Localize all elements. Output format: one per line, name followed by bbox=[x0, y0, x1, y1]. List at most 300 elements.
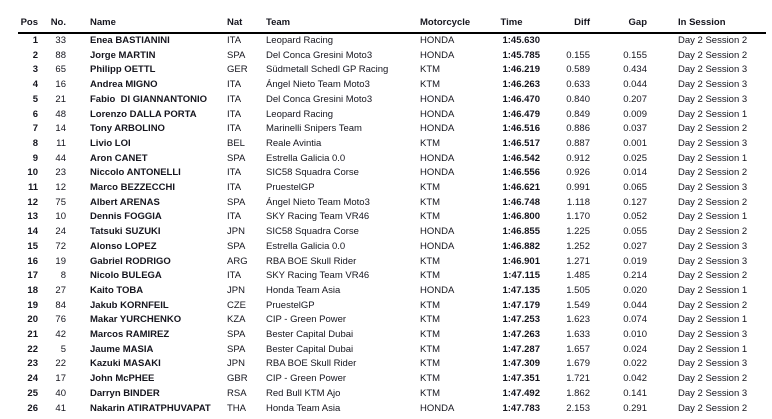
cell-in-session: Day 2 Session 1 bbox=[678, 343, 748, 355]
cell-position: 21 bbox=[27, 329, 38, 341]
cell-nationality: ITA bbox=[227, 123, 242, 135]
cell-time: 1:46.556 bbox=[502, 167, 540, 179]
cell-rider-name: Aron CANET bbox=[90, 152, 148, 164]
column-header-gap: Gap bbox=[602, 12, 659, 33]
cell-number: 19 bbox=[55, 255, 66, 267]
cell-nationality: JPN bbox=[227, 226, 245, 238]
cell-number: 65 bbox=[55, 64, 66, 76]
cell-gap: 0.065 bbox=[623, 182, 647, 194]
cell-team: PruestelGP bbox=[266, 182, 315, 194]
cell-diff: 1.721 bbox=[566, 373, 590, 385]
cell-diff: 0.849 bbox=[566, 108, 590, 120]
table-row bbox=[18, 137, 766, 152]
cell-gap: 0.010 bbox=[623, 329, 647, 341]
cell-in-session: Day 2 Session 3 bbox=[678, 64, 748, 76]
cell-gap: 0.009 bbox=[623, 108, 647, 120]
cell-in-session: Day 2 Session 3 bbox=[678, 182, 748, 194]
column-header-nat: Nat bbox=[227, 12, 266, 33]
results-table bbox=[18, 12, 766, 416]
cell-time: 1:46.901 bbox=[502, 255, 540, 267]
cell-gap: 0.022 bbox=[623, 358, 647, 370]
cell-diff: 1.657 bbox=[566, 343, 590, 355]
cell-number: 84 bbox=[55, 299, 66, 311]
cell-time: 1:47.287 bbox=[502, 343, 540, 355]
cell-team: Honda Team Asia bbox=[266, 402, 341, 414]
cell-number: 27 bbox=[55, 284, 66, 296]
table-row bbox=[18, 299, 766, 314]
cell-diff: 1.862 bbox=[566, 387, 590, 399]
cell-diff: 1.633 bbox=[566, 329, 590, 341]
cell-gap: 0.020 bbox=[623, 284, 647, 296]
cell-motorcycle: HONDA bbox=[420, 226, 455, 238]
cell-diff: 0.912 bbox=[566, 152, 590, 164]
cell-nationality: JPN bbox=[227, 358, 245, 370]
cell-nationality: RSA bbox=[227, 387, 247, 399]
cell-nationality: ITA bbox=[227, 108, 242, 120]
cell-position: 22 bbox=[27, 343, 38, 355]
cell-team: Leopard Racing bbox=[266, 35, 334, 46]
table-row bbox=[18, 240, 766, 255]
cell-diff bbox=[545, 33, 602, 49]
cell-position: 17 bbox=[27, 270, 38, 282]
cell-nationality: BEL bbox=[227, 137, 245, 149]
cell-motorcycle: HONDA bbox=[420, 152, 455, 164]
table-row bbox=[18, 49, 766, 64]
column-header-team: Team bbox=[266, 12, 420, 33]
cell-number: 5 bbox=[60, 343, 66, 355]
column-header-time: Time bbox=[478, 12, 545, 33]
cell-in-session: Day 2 Session 3 bbox=[678, 387, 748, 399]
cell-diff: 0.589 bbox=[566, 64, 590, 76]
cell-in-session: Day 2 Session 2 bbox=[678, 49, 748, 61]
cell-time: 1:47.492 bbox=[502, 387, 540, 399]
cell-time: 1:46.479 bbox=[502, 108, 540, 120]
cell-time: 1:45.785 bbox=[502, 49, 540, 61]
cell-in-session: Day 2 Session 2 bbox=[678, 402, 748, 414]
cell-number: 88 bbox=[55, 49, 66, 61]
cell-rider-name: Jaume MASIA bbox=[90, 343, 154, 355]
cell-team: Estrella Galicia 0.0 bbox=[266, 240, 346, 252]
cell-motorcycle: KTM bbox=[420, 255, 441, 267]
table-row bbox=[18, 196, 766, 211]
cell-gap: 0.014 bbox=[623, 167, 647, 179]
cell-diff: 1.118 bbox=[566, 196, 590, 208]
cell-in-session: Day 2 Session 3 bbox=[678, 358, 748, 370]
table-row bbox=[18, 357, 766, 372]
cell-time: 1:46.621 bbox=[502, 182, 540, 194]
cell-gap: 0.141 bbox=[623, 387, 647, 399]
cell-rider-name: Marcos RAMIREZ bbox=[90, 329, 170, 341]
cell-time: 1:46.219 bbox=[502, 64, 540, 76]
cell-in-session: Day 2 Session 2 bbox=[678, 299, 748, 311]
cell-gap: 0.001 bbox=[623, 137, 647, 149]
cell-in-session: Day 2 Session 1 bbox=[678, 108, 748, 120]
cell-team: Estrella Galicia 0.0 bbox=[266, 152, 346, 164]
cell-gap: 0.055 bbox=[623, 226, 647, 238]
cell-nationality: GER bbox=[227, 64, 248, 76]
cell-position: 7 bbox=[32, 123, 38, 135]
table-row bbox=[18, 93, 766, 108]
cell-rider-name: Jorge MARTIN bbox=[90, 49, 156, 61]
cell-in-session: Day 2 Session 2 bbox=[678, 35, 748, 46]
cell-time: 1:46.800 bbox=[502, 211, 540, 223]
cell-team: Del Conca Gresini Moto3 bbox=[266, 49, 373, 61]
cell-position: 9 bbox=[32, 152, 38, 164]
cell-time: 1:46.882 bbox=[502, 240, 540, 252]
cell-rider-name: Tatsuki SUZUKI bbox=[90, 226, 161, 238]
cell-nationality: ITA bbox=[227, 93, 242, 105]
cell-number: 12 bbox=[55, 182, 66, 194]
cell-motorcycle: HONDA bbox=[420, 240, 455, 252]
cell-position: 14 bbox=[27, 226, 38, 238]
table-row bbox=[18, 152, 766, 167]
table-row bbox=[18, 210, 766, 225]
table-row bbox=[18, 225, 766, 240]
cell-position: 18 bbox=[27, 284, 38, 296]
cell-in-session: Day 2 Session 2 bbox=[678, 373, 748, 385]
cell-motorcycle: HONDA bbox=[420, 93, 455, 105]
cell-motorcycle: KTM bbox=[420, 299, 441, 311]
cell-position: 2 bbox=[32, 49, 38, 61]
cell-team: CIP - Green Power bbox=[266, 314, 347, 326]
cell-nationality: THA bbox=[227, 402, 246, 414]
cell-diff: 1.225 bbox=[566, 226, 590, 238]
cell-time: 1:47.351 bbox=[502, 373, 540, 385]
cell-team: Ángel Nieto Team Moto3 bbox=[266, 196, 370, 208]
cell-rider-name: Niccolo ANTONELLI bbox=[90, 167, 181, 179]
cell-number: 22 bbox=[55, 358, 66, 370]
cell-time: 1:46.516 bbox=[502, 123, 540, 135]
cell-time: 1:46.470 bbox=[502, 93, 540, 105]
cell-position: 20 bbox=[27, 314, 38, 326]
cell-rider-name: Makar YURCHENKO bbox=[90, 314, 182, 326]
cell-nationality: SPA bbox=[227, 196, 246, 208]
cell-motorcycle: KTM bbox=[420, 196, 441, 208]
cell-gap: 0.025 bbox=[623, 152, 647, 164]
cell-number: 11 bbox=[56, 137, 66, 149]
cell-number: 72 bbox=[55, 240, 66, 252]
cell-number: 44 bbox=[55, 152, 66, 164]
table-row bbox=[18, 122, 766, 137]
results-header bbox=[18, 12, 766, 33]
cell-motorcycle: KTM bbox=[420, 270, 441, 282]
cell-number: 75 bbox=[55, 196, 66, 208]
table-row bbox=[18, 343, 766, 358]
cell-in-session: Day 2 Session 2 bbox=[678, 226, 748, 238]
cell-team: SIC58 Squadra Corse bbox=[266, 167, 359, 179]
cell-motorcycle: KTM bbox=[420, 314, 441, 326]
cell-team: Marinelli Snipers Team bbox=[266, 123, 362, 135]
cell-gap: 0.127 bbox=[623, 196, 647, 208]
column-header-motorcycle: Motorcycle bbox=[420, 12, 478, 33]
cell-in-session: Day 2 Session 2 bbox=[678, 123, 748, 135]
cell-diff: 2.153 bbox=[566, 402, 590, 414]
cell-gap: 0.027 bbox=[623, 240, 647, 252]
table-row bbox=[18, 255, 766, 270]
cell-time: 1:47.783 bbox=[502, 402, 540, 414]
cell-team: Honda Team Asia bbox=[266, 284, 341, 296]
cell-rider-name: Tony ARBOLINO bbox=[90, 123, 165, 135]
cell-rider-name: Marco BEZZECCHI bbox=[90, 182, 175, 194]
cell-rider-name: Nicolo BULEGA bbox=[90, 270, 162, 282]
cell-rider-name: Alonso LOPEZ bbox=[90, 240, 157, 252]
table-row bbox=[18, 387, 766, 402]
cell-motorcycle: KTM bbox=[420, 64, 441, 76]
cell-time: 1:46.517 bbox=[502, 137, 540, 149]
cell-diff: 1.271 bbox=[566, 255, 590, 267]
cell-diff: 0.155 bbox=[566, 49, 590, 61]
cell-time: 1:46.263 bbox=[502, 79, 540, 91]
cell-rider-name: Enea BASTIANINI bbox=[90, 35, 170, 46]
cell-position: 1 bbox=[32, 35, 38, 46]
cell-team: RBA BOE Skull Rider bbox=[266, 358, 357, 370]
column-header-pos: Pos bbox=[18, 12, 42, 33]
cell-motorcycle: KTM bbox=[420, 387, 441, 399]
cell-time: 1:47.309 bbox=[502, 358, 540, 370]
cell-motorcycle: KTM bbox=[420, 329, 441, 341]
cell-rider-name: John McPHEE bbox=[90, 373, 155, 385]
cell-number: 42 bbox=[55, 329, 66, 341]
cell-position: 25 bbox=[27, 387, 38, 399]
cell-nationality: SPA bbox=[227, 329, 246, 341]
cell-motorcycle: HONDA bbox=[420, 284, 455, 296]
cell-in-session: Day 2 Session 3 bbox=[678, 255, 748, 267]
cell-diff: 0.991 bbox=[566, 182, 590, 194]
cell-position: 12 bbox=[27, 196, 38, 208]
column-header-number: No. bbox=[42, 12, 70, 33]
table-row bbox=[18, 63, 766, 78]
cell-position: 11 bbox=[27, 182, 38, 194]
cell-team: Ángel Nieto Team Moto3 bbox=[266, 79, 370, 91]
cell-time: 1:46.855 bbox=[502, 226, 540, 238]
cell-team: Leopard Racing bbox=[266, 108, 334, 120]
cell-position: 24 bbox=[27, 373, 38, 385]
cell-motorcycle: KTM bbox=[420, 137, 441, 149]
cell-team: SIC58 Squadra Corse bbox=[266, 226, 359, 238]
cell-motorcycle: HONDA bbox=[420, 108, 455, 120]
cell-gap: 0.291 bbox=[623, 402, 647, 414]
cell-nationality: ITA bbox=[227, 167, 242, 179]
cell-time: 1:47.253 bbox=[502, 314, 540, 326]
cell-team: Reale Avintia bbox=[266, 137, 322, 149]
table-row bbox=[18, 33, 766, 49]
column-header-in-session: In Session bbox=[659, 12, 766, 33]
cell-position: 23 bbox=[27, 358, 38, 370]
cell-team: SKY Racing Team VR46 bbox=[266, 270, 370, 282]
table-row bbox=[18, 108, 766, 123]
cell-team: Del Conca Gresini Moto3 bbox=[266, 93, 373, 105]
cell-nationality: SPA bbox=[227, 343, 246, 355]
cell-rider-name: Fabio DI GIANNANTONIO bbox=[90, 93, 207, 105]
cell-nationality: ITA bbox=[227, 211, 242, 223]
cell-gap: 0.044 bbox=[623, 299, 647, 311]
cell-nationality: ITA bbox=[227, 79, 242, 91]
cell-diff: 0.633 bbox=[566, 79, 590, 91]
cell-diff: 0.886 bbox=[566, 123, 590, 135]
cell-position: 4 bbox=[32, 79, 38, 91]
cell-number: 33 bbox=[55, 35, 66, 46]
cell-time: 1:47.179 bbox=[502, 299, 540, 311]
cell-diff: 1.549 bbox=[566, 299, 590, 311]
cell-position: 8 bbox=[32, 137, 38, 149]
cell-position: 19 bbox=[27, 299, 38, 311]
cell-motorcycle: KTM bbox=[420, 182, 441, 194]
column-header-name: Name bbox=[70, 12, 227, 33]
cell-nationality: ITA bbox=[227, 270, 242, 282]
cell-diff: 1.252 bbox=[566, 240, 590, 252]
cell-diff: 0.840 bbox=[566, 93, 590, 105]
table-row bbox=[18, 181, 766, 196]
cell-position: 26 bbox=[27, 402, 38, 414]
cell-number: 41 bbox=[55, 402, 66, 414]
cell-number: 24 bbox=[55, 226, 66, 238]
cell-gap: 0.019 bbox=[623, 255, 647, 267]
cell-position: 13 bbox=[27, 211, 38, 223]
cell-team: SKY Racing Team VR46 bbox=[266, 211, 370, 223]
cell-number: 14 bbox=[55, 123, 66, 135]
cell-motorcycle: KTM bbox=[420, 343, 441, 355]
cell-rider-name: Nakarin ATIRATPHUVAPAT bbox=[90, 402, 211, 414]
cell-position: 6 bbox=[32, 108, 38, 120]
cell-position: 16 bbox=[27, 255, 38, 267]
table-row bbox=[18, 166, 766, 181]
cell-in-session: Day 2 Session 3 bbox=[678, 93, 748, 105]
cell-time: 1:47.135 bbox=[502, 284, 540, 296]
cell-motorcycle: HONDA bbox=[420, 123, 455, 135]
cell-diff: 0.926 bbox=[566, 167, 590, 179]
cell-nationality: JPN bbox=[227, 284, 245, 296]
cell-nationality: SPA bbox=[227, 152, 246, 164]
cell-motorcycle: HONDA bbox=[420, 402, 455, 414]
cell-number: 48 bbox=[55, 108, 66, 120]
results-tbody bbox=[18, 33, 766, 416]
cell-in-session: Day 2 Session 2 bbox=[678, 270, 748, 282]
cell-rider-name: Andrea MIGNO bbox=[90, 79, 158, 91]
cell-gap: 0.155 bbox=[623, 49, 647, 61]
cell-nationality: SPA bbox=[227, 49, 246, 61]
table-row bbox=[18, 313, 766, 328]
column-header-diff: Diff bbox=[545, 12, 602, 33]
cell-diff: 1.679 bbox=[566, 358, 590, 370]
cell-nationality: GBR bbox=[227, 373, 248, 385]
cell-diff: 1.623 bbox=[566, 314, 590, 326]
table-row bbox=[18, 269, 766, 284]
cell-diff: 1.170 bbox=[566, 211, 590, 223]
cell-gap: 0.044 bbox=[623, 79, 647, 91]
cell-gap: 0.074 bbox=[623, 314, 647, 326]
cell-in-session: Day 2 Session 3 bbox=[678, 329, 748, 341]
cell-number: 17 bbox=[55, 373, 66, 385]
cell-nationality: KZA bbox=[227, 314, 246, 326]
cell-rider-name: Lorenzo DALLA PORTA bbox=[90, 108, 197, 120]
table-row bbox=[18, 284, 766, 299]
cell-in-session: Day 2 Session 2 bbox=[678, 196, 748, 208]
cell-motorcycle: HONDA bbox=[420, 35, 455, 46]
cell-team: PruestelGP bbox=[266, 299, 315, 311]
cell-motorcycle: HONDA bbox=[420, 167, 455, 179]
cell-team: Bester Capital Dubai bbox=[266, 343, 354, 355]
cell-diff: 1.485 bbox=[566, 270, 590, 282]
cell-time: 1:46.748 bbox=[502, 196, 540, 208]
cell-position: 15 bbox=[27, 240, 38, 252]
cell-team: RBA BOE Skull Rider bbox=[266, 255, 357, 267]
cell-rider-name: Darryn BINDER bbox=[90, 387, 160, 399]
cell-number: 10 bbox=[55, 211, 66, 223]
cell-gap: 0.024 bbox=[623, 343, 647, 355]
cell-in-session: Day 2 Session 3 bbox=[678, 137, 748, 149]
cell-number: 23 bbox=[55, 167, 66, 179]
cell-nationality: ITA bbox=[227, 182, 242, 194]
cell-nationality: ITA bbox=[227, 35, 242, 46]
cell-gap bbox=[602, 33, 659, 49]
cell-time: 1:45.630 bbox=[502, 35, 540, 46]
cell-rider-name: Kaito TOBA bbox=[90, 284, 144, 296]
cell-gap: 0.434 bbox=[623, 64, 647, 76]
cell-diff: 1.505 bbox=[566, 284, 590, 296]
cell-position: 3 bbox=[32, 64, 38, 76]
cell-number: 40 bbox=[55, 387, 66, 399]
cell-team: CIP - Green Power bbox=[266, 373, 347, 385]
cell-in-session: Day 2 Session 3 bbox=[678, 79, 748, 91]
cell-diff: 0.887 bbox=[566, 137, 590, 149]
cell-rider-name: Albert ARENAS bbox=[90, 196, 160, 208]
cell-number: 21 bbox=[55, 93, 66, 105]
cell-gap: 0.042 bbox=[623, 373, 647, 385]
cell-position: 10 bbox=[27, 167, 38, 179]
cell-rider-name: Dennis FOGGIA bbox=[90, 211, 162, 223]
cell-motorcycle: KTM bbox=[420, 211, 441, 223]
cell-in-session: Day 2 Session 1 bbox=[678, 284, 748, 296]
table-row bbox=[18, 402, 766, 417]
table-row bbox=[18, 78, 766, 93]
cell-in-session: Day 2 Session 1 bbox=[678, 152, 748, 164]
cell-nationality: ARG bbox=[227, 255, 248, 267]
cell-gap: 0.052 bbox=[623, 211, 647, 223]
cell-nationality: SPA bbox=[227, 240, 246, 252]
cell-gap: 0.037 bbox=[623, 123, 647, 135]
cell-in-session: Day 2 Session 3 bbox=[678, 240, 748, 252]
cell-in-session: Day 2 Session 2 bbox=[678, 167, 748, 179]
cell-number: 16 bbox=[55, 79, 66, 91]
cell-motorcycle: KTM bbox=[420, 79, 441, 91]
cell-rider-name: Livio LOI bbox=[90, 137, 131, 149]
cell-motorcycle: HONDA bbox=[420, 49, 455, 61]
cell-gap: 0.214 bbox=[623, 270, 647, 282]
cell-time: 1:47.115 bbox=[503, 270, 540, 282]
cell-in-session: Day 2 Session 1 bbox=[678, 211, 748, 223]
cell-time: 1:46.542 bbox=[502, 152, 540, 164]
table-row bbox=[18, 328, 766, 343]
cell-rider-name: Kazuki MASAKI bbox=[90, 358, 161, 370]
cell-team: Bester Capital Dubai bbox=[266, 329, 354, 341]
cell-time: 1:47.263 bbox=[502, 329, 540, 341]
cell-rider-name: Gabriel RODRIGO bbox=[90, 255, 171, 267]
cell-motorcycle: KTM bbox=[420, 358, 441, 370]
cell-rider-name: Philipp OETTL bbox=[90, 64, 156, 76]
cell-motorcycle: KTM bbox=[420, 373, 441, 385]
cell-team: Südmetall Schedl GP Racing bbox=[266, 64, 389, 76]
cell-position: 5 bbox=[32, 93, 38, 105]
table-row bbox=[18, 372, 766, 387]
cell-nationality: CZE bbox=[227, 299, 246, 311]
cell-team: Red Bull KTM Ajo bbox=[266, 387, 341, 399]
header-row bbox=[18, 12, 766, 33]
cell-number: 8 bbox=[60, 270, 66, 282]
cell-number: 76 bbox=[55, 314, 66, 326]
cell-in-session: Day 2 Session 1 bbox=[678, 314, 748, 326]
cell-gap: 0.207 bbox=[623, 93, 647, 105]
cell-rider-name: Jakub KORNFEIL bbox=[90, 299, 169, 311]
